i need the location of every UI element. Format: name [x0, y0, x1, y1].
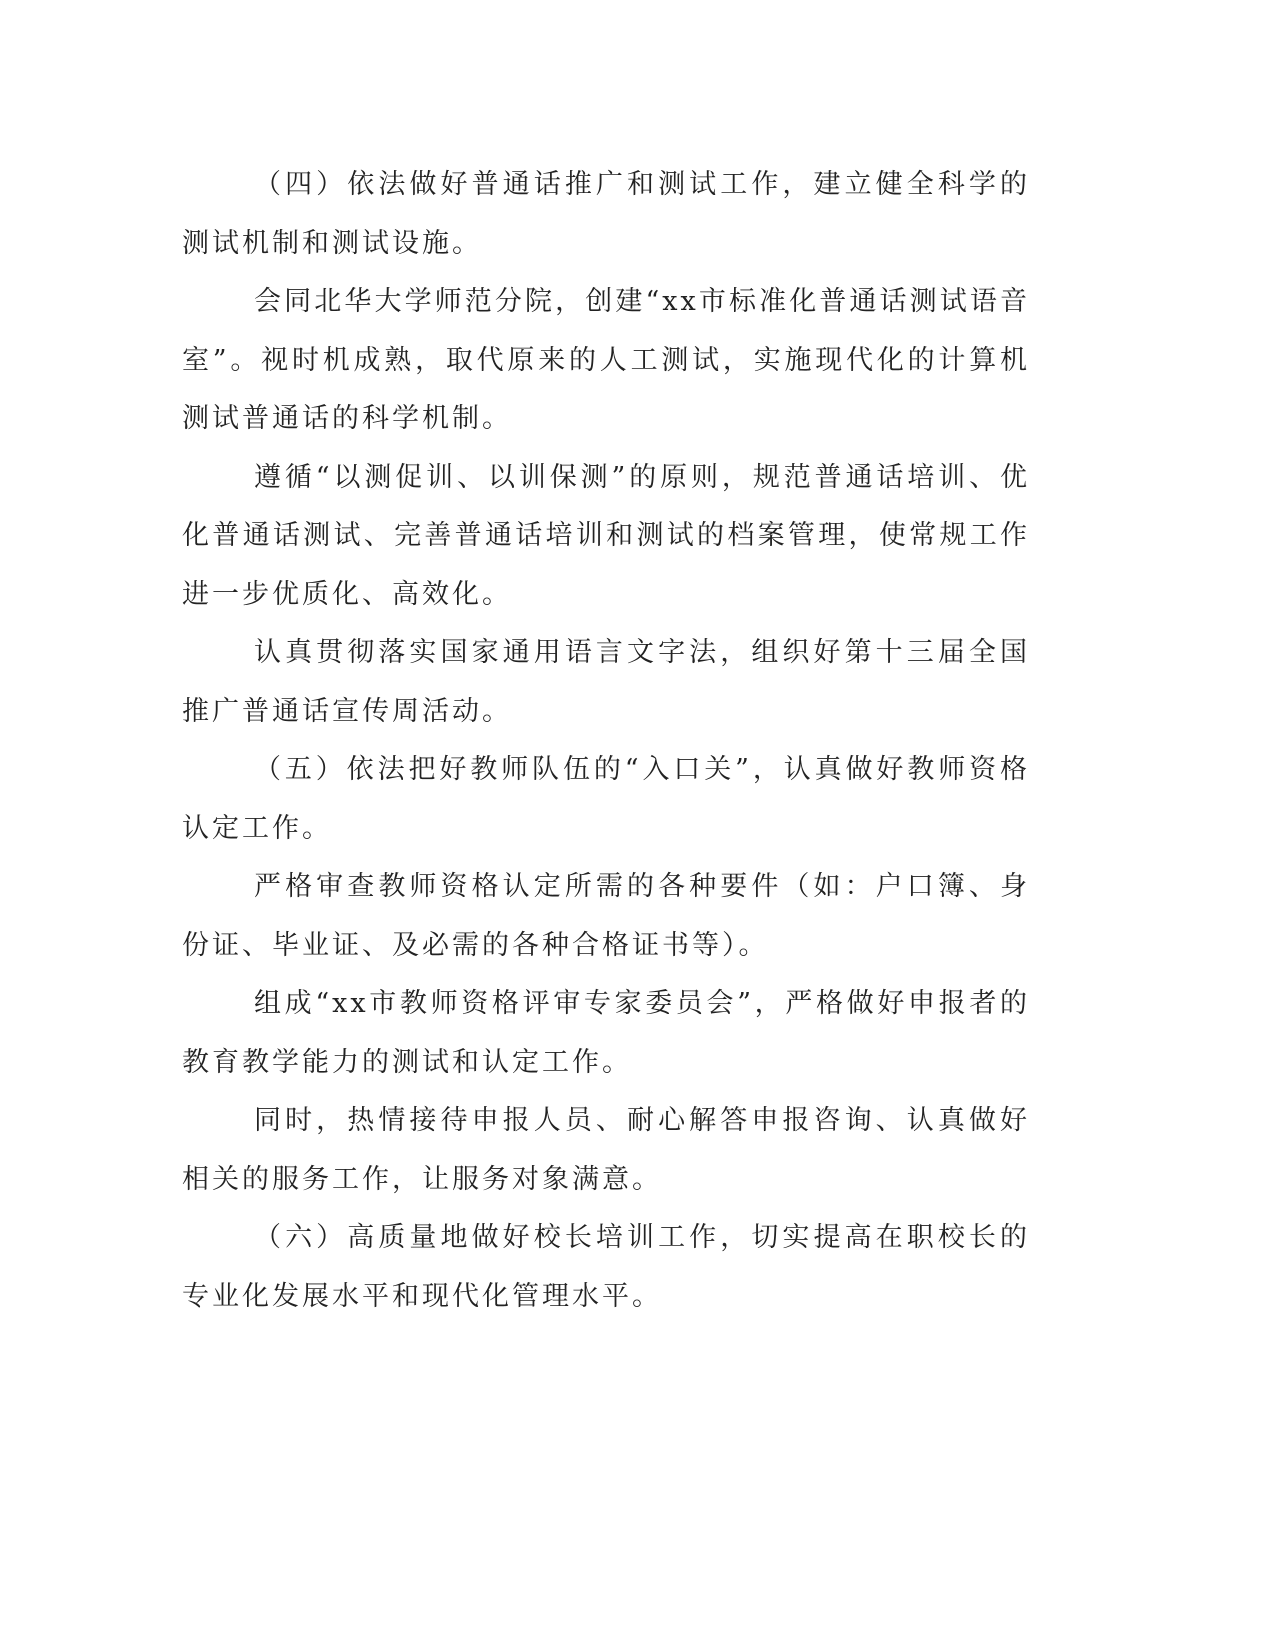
- document-body: [182, 156, 1030, 1326]
- paragraph-language-law: 认真贯彻落实国家通用语言文字法，组织好第十三届全国推广普通话宣传周活动。: [182, 637, 1030, 727]
- section-heading-6: （六）高质量地做好校长培训工作，切实提高在职校长的专业化发展水平和现代化管理水平。: [182, 1222, 1030, 1312]
- paragraph-service: 同时，热情接待申报人员、耐心解答申报咨询、认真做好相关的服务工作，让服务对象满意。: [182, 1105, 1030, 1195]
- paragraph-expert-committee: 组成“xx市教师资格评审专家委员会”，严格做好申报者的教育教学能力的测试和认定工作。: [182, 988, 1030, 1078]
- paragraph-testing-principle: 遵循“以测促训、以训保测”的原则，规范普通话培训、优化普通话测试、完善普通话培训和测试的档案管理，使常规工作进一步优质化、高效化。: [182, 461, 1030, 610]
- paragraph-speech-lab: 会同北华大学师范分院，创建“xx市标准化普通话测试语音室”。视时机成熟，取代原来的人工测试，实施现代化的计算机测试普通话的科学机制。: [182, 286, 1030, 434]
- section-heading-4: （四）依法做好普通话推广和测试工作，建立健全科学的测试机制和测试设施。: [182, 169, 1030, 259]
- section-heading-5: （五）依法把好教师队伍的“入口关”，认真做好教师资格认定工作。: [182, 754, 1030, 844]
- paragraph-document-review: 严格审查教师资格认定所需的各种要件（如：户口簿、身份证、毕业证、及必需的各种合格证书等）。: [182, 871, 1030, 961]
